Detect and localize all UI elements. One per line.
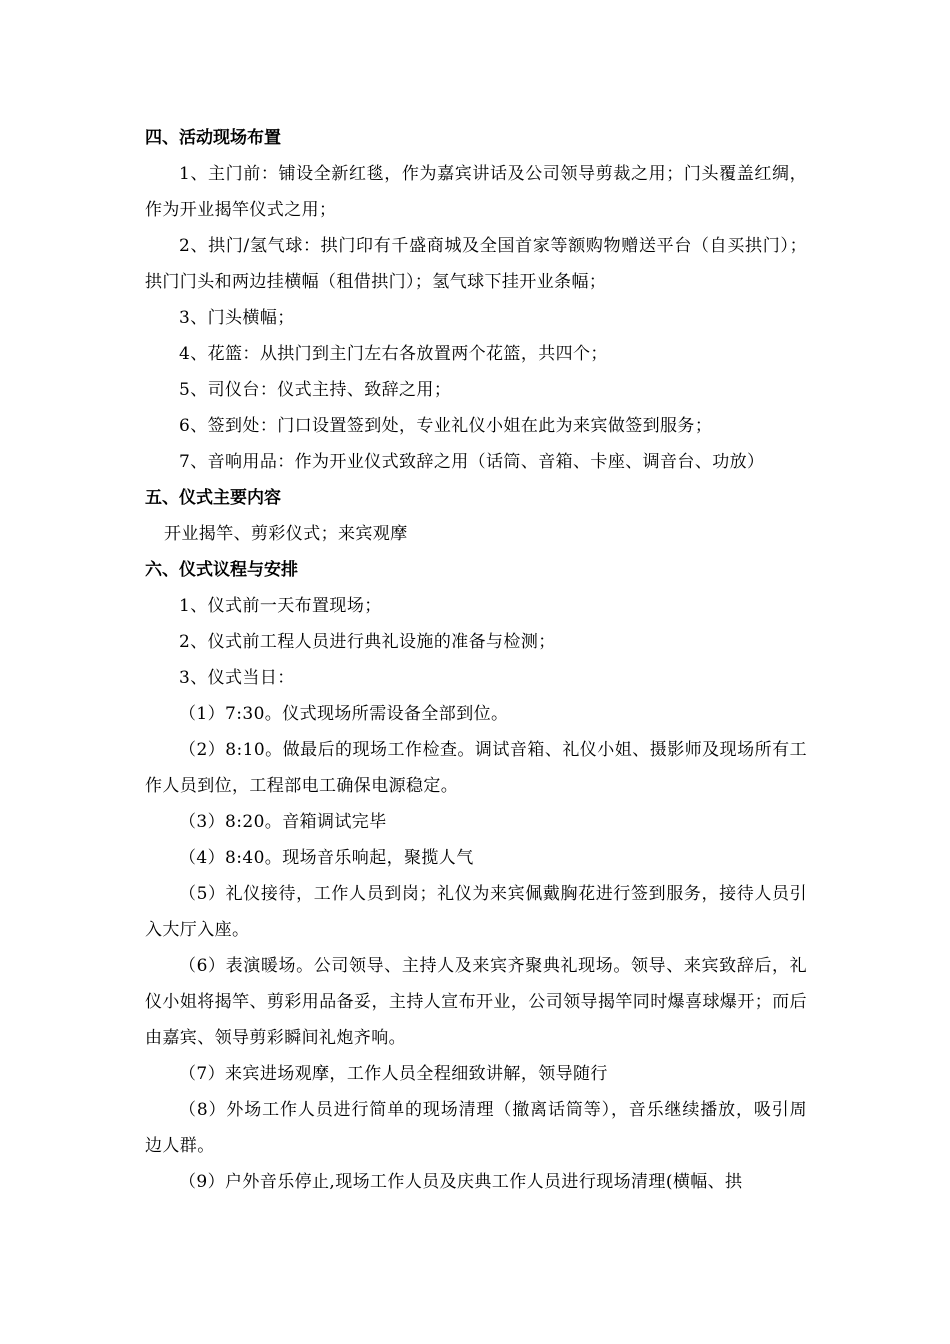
paragraph: （4）8:40。现场音乐响起，聚揽人气 (179, 848, 474, 868)
paragraph: 7、音响用品：作为开业仪式致辞之用（话筒、音箱、卡座、调音台、功放） (179, 452, 765, 472)
paragraph: 1、主门前：铺设全新红毯，作为嘉宾讲话及公司领导剪裁之用；门头覆盖红绸，作为开业揭竿仪式之用； (145, 164, 807, 220)
paragraph: 3、仪式当日： (179, 668, 295, 688)
paragraph: 3、门头横幅； (179, 308, 295, 328)
paragraph: 1、仪式前一天布置现场； (179, 596, 382, 616)
paragraph: 5、司仪台：仪式主持、致辞之用； (179, 380, 452, 400)
paragraph: （7）来宾进场观摩，工作人员全程细致讲解，领导随行 (179, 1064, 608, 1084)
paragraph: （6）表演暖场。公司领导、主持人及来宾齐聚典礼现场。领导、来宾致辞后，礼仪小姐将揭竿、剪彩用品备妥，主持人宣布开业，公司领导揭竿同时爆喜球爆开；而后由嘉宾、领导剪彩瞬间礼炮齐响。 (145, 956, 807, 1048)
paragraph: 6、签到处：门口设置签到处，专业礼仪小姐在此为来宾做签到服务； (179, 416, 713, 436)
paragraph: 2、仪式前工程人员进行典礼设施的准备与检测； (179, 632, 556, 652)
paragraph: （2）8:10。做最后的现场工作检查。调试音箱、礼仪小姐、摄影师及现场所有工作人员到位，工程部电工确保电源稳定。 (145, 740, 807, 796)
paragraph: （9）户外音乐停止,现场工作人员及庆典工作人员进行现场清理(横幅、拱 (179, 1172, 743, 1192)
paragraph: 2、拱门/氢气球：拱门印有千盛商城及全国首家等额购物赠送平台（自买拱门）；拱门门头和两边挂横幅（租借拱门）；氢气球下挂开业条幅； (145, 236, 807, 292)
paragraph: （3）8:20。音箱调试完毕 (179, 812, 387, 832)
paragraph: 4、花篮：从拱门到主门左右各放置两个花篮，共四个； (179, 344, 608, 364)
section-heading-agenda: 六、仪式议程与安排 (145, 560, 298, 580)
document-page (145, 120, 807, 1200)
section-heading-ceremony-content: 五、仪式主要内容 (145, 488, 281, 508)
section-heading-venue-setup: 四、活动现场布置 (145, 128, 281, 148)
paragraph: （8）外场工作人员进行简单的现场清理（撤离话筒等），音乐继续播放，吸引周边人群。 (145, 1100, 807, 1156)
paragraph: （5）礼仪接待，工作人员到岗；礼仪为来宾佩戴胸花进行签到服务，接待人员引入大厅入座。 (145, 884, 807, 940)
paragraph: 开业揭竿、剪彩仪式；来宾观摩 (164, 524, 408, 544)
paragraph: （1）7:30。仪式现场所需设备全部到位。 (179, 704, 509, 724)
